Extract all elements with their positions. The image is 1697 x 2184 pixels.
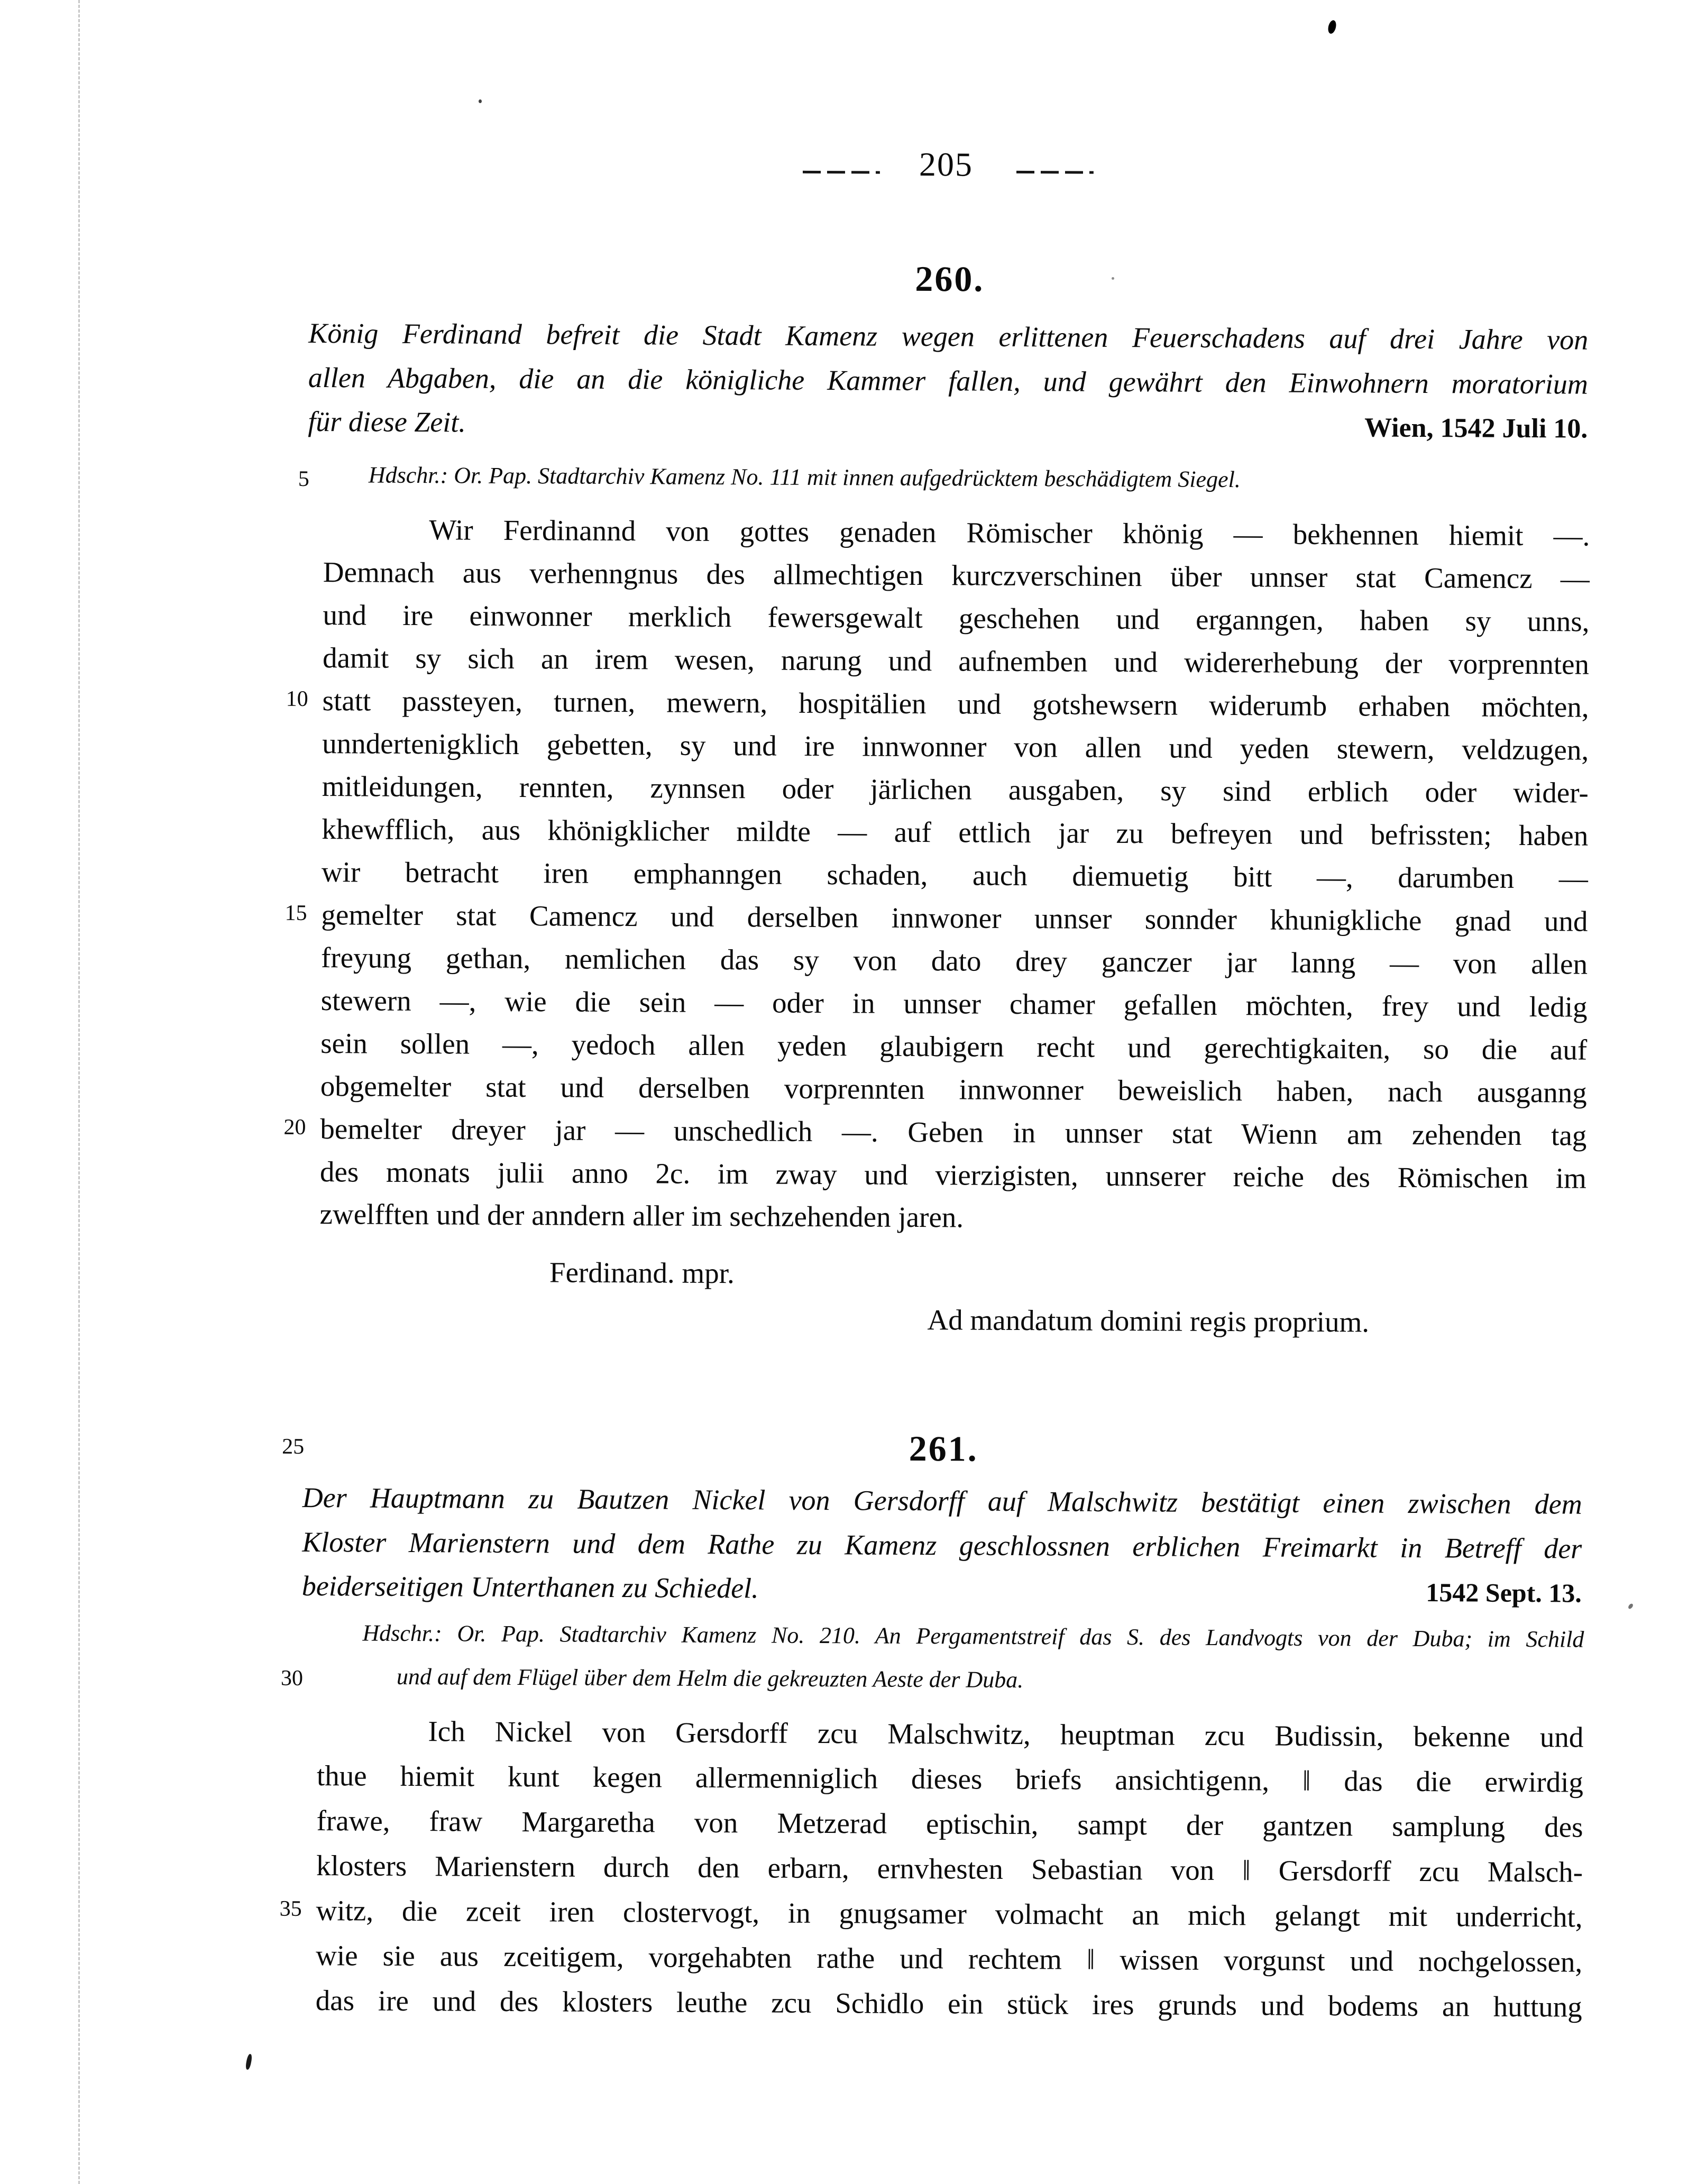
doc260-body-line: Demnach aus verhenngnus des allmechtigen kurczverschinen über unnser stat Camencz — xyxy=(323,556,1590,595)
doc260-date: Wien, 1542 Juli 10. xyxy=(1364,412,1588,444)
margin-line-number: 30 xyxy=(280,1666,304,1691)
doc261-body-line: das ire und des klosters leuthe zcu Schidlo ein stück ires grunds und bodems an huttung xyxy=(315,1984,1582,2023)
doc260-summary-line: König Ferdinand befreit die Stadt Kamenz wegen erlittenen Feuerschadens auf drei Jahre von xyxy=(308,317,1589,356)
margin-line-number: 35 xyxy=(279,1896,302,1921)
doc260-body-line: wir betracht iren emphanngen schaden, auch diemuetig bitt —, darumben — xyxy=(321,856,1589,895)
doc260-body-line: und ire einwonner merklich fewersgewalt geschehen und erganngen, haben sy unns, xyxy=(323,599,1590,638)
doc260-signature: Ferdinand. mpr. xyxy=(549,1256,735,1290)
doc261-summary-line: Der Hauptmann zu Bautzen Nickel von Gersdorff auf Malschwitz bestätigt einen zwischen dem xyxy=(302,1481,1582,1520)
doc260-body-line: gemelter stat Camencz und derselben innwoner unnser sonnder khunigkliche gnad und xyxy=(321,898,1588,938)
doc261-body-line: thue hiemit kunt kegen allermenniglich dieses briefs ansichtigenn, ‖ das die erwirdig xyxy=(316,1759,1584,1798)
doc261-summary-line: Kloster Marienstern und dem Rathe zu Kamenz geschlossnen erblichen Freimarkt in Betreff der xyxy=(302,1526,1582,1565)
doc260-body-line: mitleidungen, rennten, zynnsen oder järlichen ausgaben, sy sind erblich oder wider- xyxy=(322,770,1589,809)
doc261-date: 1542 Sept. 13. xyxy=(1426,1577,1582,1608)
margin-line-number: 20 xyxy=(283,1115,306,1140)
doc260-summary-line: für diese Zeit. xyxy=(308,405,466,438)
margin-line-number: 15 xyxy=(285,901,307,925)
doc260-body-line: sein sollen —, yedoch allen yeden glaubigern recht und gerechtigkaiten, so die auf xyxy=(320,1027,1588,1066)
doc260-body-line: statt passteyen, turnen, mewern, hospitälien und gotshewsern widerumb erhaben möchten, xyxy=(322,684,1589,723)
doc261-source-line: und auf dem Flügel über dem Helm die gekreuzten Aeste der Duba. xyxy=(396,1663,1024,1693)
doc261-body-line: Ich Nickel von Gersdorff zcu Malschwitz, heuptman zcu Budissin, bekenne und xyxy=(428,1715,1584,1754)
doc260-mandate: Ad mandatum domini regis proprium. xyxy=(927,1304,1370,1338)
doc260-body-line: freyung gethan, nemlichen das sy von dato drey ganczer jar lanng — von allen xyxy=(320,941,1588,980)
doc260-body-line: stewern —, wie die sein — oder in unnser chamer gefallen möchten, frey und ledig xyxy=(320,984,1588,1023)
doc261-summary-line: beiderseitigen Unterthanen zu Schiedel. xyxy=(301,1570,759,1604)
doc260-body-line: damit sy sich an irem wesen, narung und aufnemben und widererhebung der vorprennten xyxy=(322,641,1590,681)
doc260-body-line: obgemelter stat und derselben vorprennten innwonner beweislich haben, nach ausganng xyxy=(320,1070,1587,1109)
page-number: 205 xyxy=(919,145,974,183)
doc260-body-line: bemelter dreyer jar — unschedlich —. Geben in unnser stat Wienn am zehenden tag xyxy=(320,1113,1587,1152)
doc261-body-line: witz, die zceit iren clostervogt, in gnugsamer volmacht an mich gelangt mit underricht, xyxy=(316,1894,1583,1933)
margin-line-number: 25 xyxy=(282,1434,305,1459)
doc260-summary-line: allen Abgaben, die an die königliche Kammer fallen, und gewährt den Einwohnern moratorium xyxy=(308,361,1588,400)
doc261-source-line: Hdschr.: Or. Pap. Stadtarchiv Kamenz No. 210. An Pergamentstreif das S. des Landvogts von der Duba; im Schild xyxy=(362,1620,1584,1653)
ink-speck xyxy=(1112,277,1114,280)
doc261-body-line: klosters Marienstern durch den erbarn, ernvhesten Sebastian von ‖ Gersdorff zcu Malsch- xyxy=(316,1849,1583,1888)
ink-speck xyxy=(479,99,482,103)
margin-line-number: 10 xyxy=(286,686,308,711)
doc260-body-line: des monats julii anno 2c. im zway und vierzigisten, unnserer reiche des Römischen im xyxy=(319,1155,1587,1195)
doc260-body-line: khewfflich, aus khönigklicher mildte — auf ettlich jar zu befreyen und befrissten; haben xyxy=(322,813,1589,852)
doc260-number: 260. xyxy=(915,258,985,299)
header-rule-right xyxy=(1016,171,1094,174)
margin-line-number: 5 xyxy=(298,466,309,491)
doc261-body-line: wie sie aus zceitigem, vorgehabten rathe und rechtem ‖ wissen vorgunst und nochgelossen, xyxy=(316,1939,1583,1978)
scan-fold-line xyxy=(78,0,80,2184)
doc260-body-line: zwelfften und der anndern aller im sechzehenden jaren. xyxy=(319,1198,964,1234)
doc260-body-line: Wir Ferdinannd von gottes genaden Römischer khönig — bekhennen hiemit —. xyxy=(429,513,1590,552)
doc260-source: Hdschr.: Or. Pap. Stadtarchiv Kamenz No. 111 mit innen aufgedrücktem beschädigtem Siegel. xyxy=(368,462,1241,493)
doc260-summary-last-row xyxy=(308,405,1588,445)
doc260-body-line: unndertenigklich gebetten, sy und ire innwonner von allen und yeden stewern, veldzugen, xyxy=(322,727,1589,766)
doc261-number: 261. xyxy=(909,1428,978,1469)
header-rule-left xyxy=(803,171,880,174)
doc261-summary-last-row xyxy=(302,1570,1582,1609)
doc261-body-line: frawe, fraw Margaretha von Metzerad eptischin, sampt der gantzen samplung des xyxy=(316,1804,1583,1843)
